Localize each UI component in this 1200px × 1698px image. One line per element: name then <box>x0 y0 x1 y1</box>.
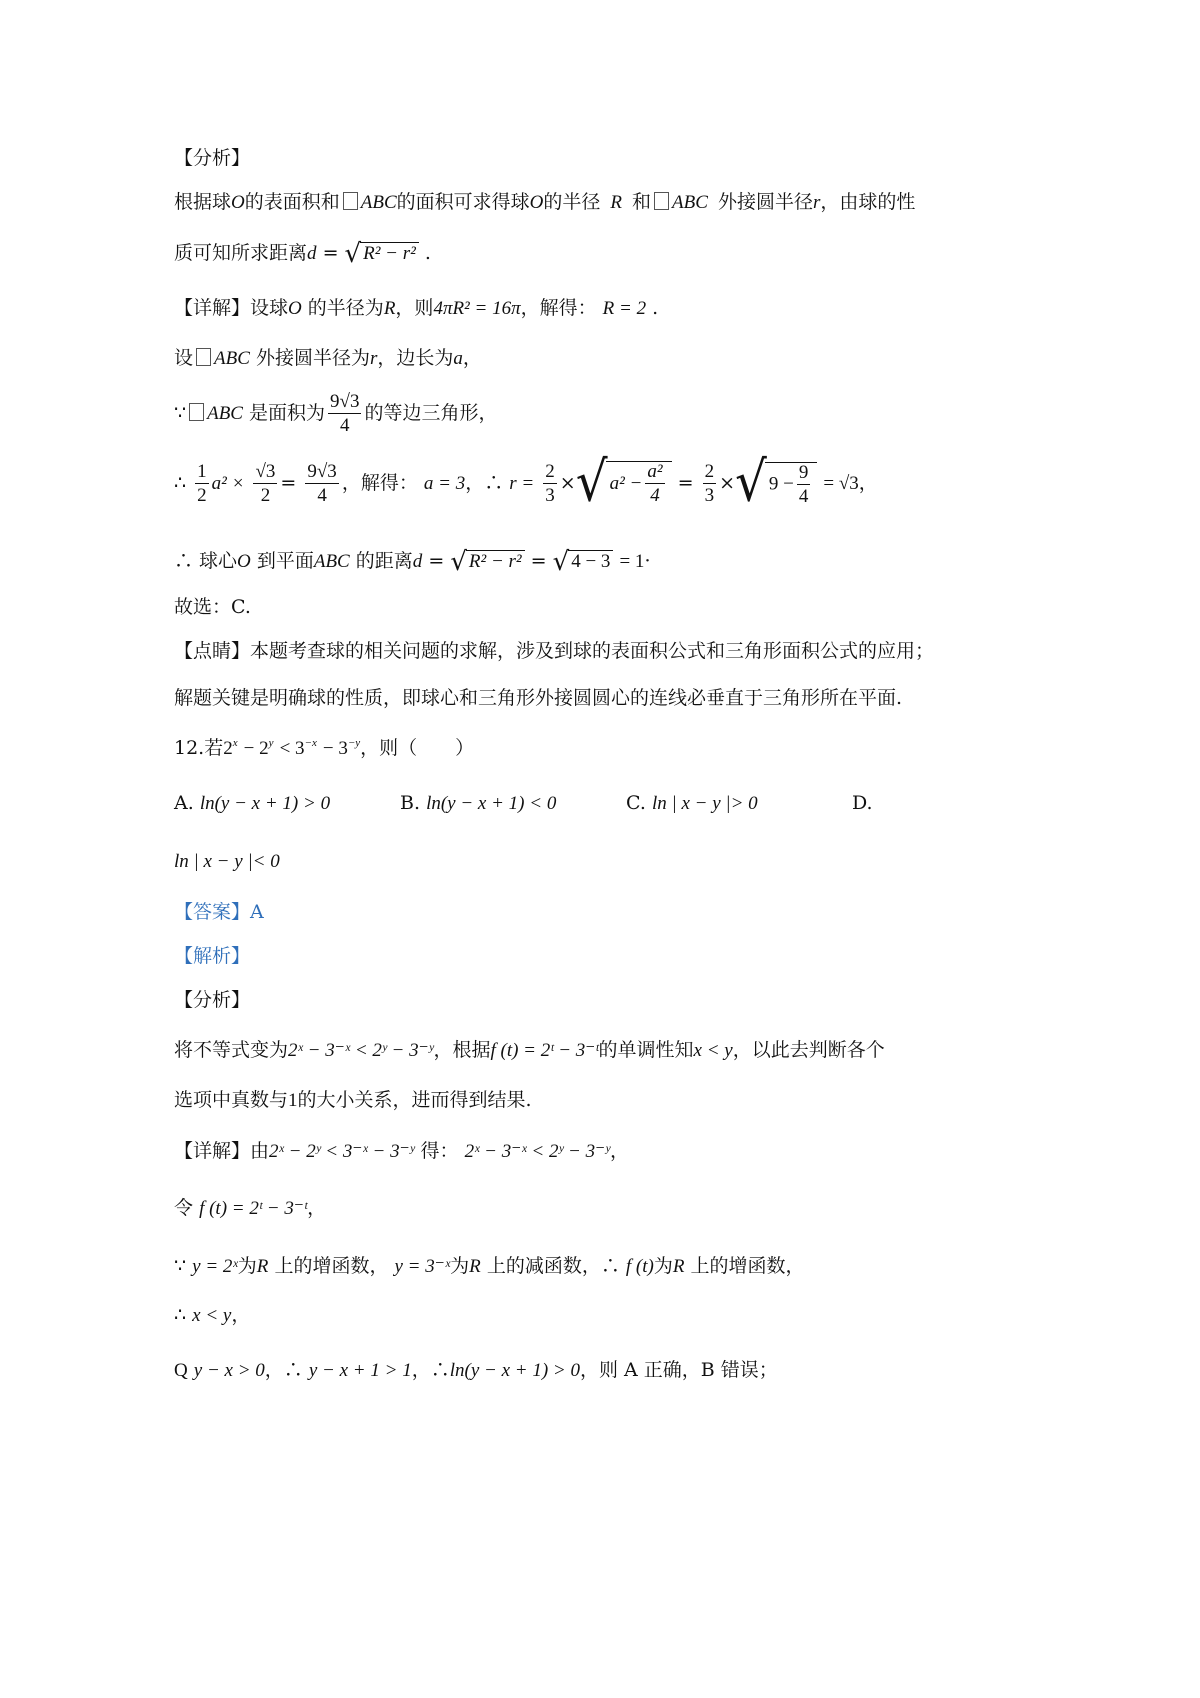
text: ，则 <box>395 297 434 319</box>
detail2-line-4 <box>174 1305 250 1327</box>
detail-line-3 <box>174 392 498 436</box>
text: 外接圆半径为 <box>255 347 370 369</box>
denominator: 3 <box>704 485 715 506</box>
numerator: 9√3 <box>307 461 337 483</box>
math: r <box>369 348 378 369</box>
math: 2ˣ − 2ʸ < 3⁻ˣ − 3⁻ʸ <box>269 1141 415 1162</box>
radical-sign: √ <box>450 547 467 577</box>
triangle-glyph-box <box>343 192 358 210</box>
option-d-label: D. <box>852 792 873 814</box>
detail2-line-3 <box>174 1256 805 1278</box>
math: R <box>610 192 623 213</box>
triangle-glyph-box <box>189 403 204 421</box>
detail-line-4 <box>174 450 878 514</box>
math: = √3 <box>823 473 859 494</box>
answer-label: 【答案】A <box>174 901 264 923</box>
detail2-line-5 <box>174 1360 778 1382</box>
math: 4πR² = 16π <box>433 298 521 319</box>
math: a = 3 <box>423 473 466 494</box>
math: y = 2ˣ <box>192 1256 238 1277</box>
denominator: 4 <box>317 485 327 506</box>
math: R² − r² <box>466 550 525 574</box>
detail2-line-2 <box>174 1198 326 1220</box>
math: = <box>280 472 297 494</box>
math: y − x + 1 > 1 <box>308 1360 412 1381</box>
denominator: 2 <box>197 485 207 506</box>
option-d-text <box>174 851 280 873</box>
math: = <box>530 550 547 572</box>
text: 和 <box>632 191 652 213</box>
text: 【详解】由 <box>174 1140 270 1162</box>
math: x < y <box>693 1040 733 1061</box>
option-text: ln(y − x + 1) > 0 <box>199 793 331 814</box>
text: ， <box>858 472 878 494</box>
text: ，解得： <box>341 472 418 494</box>
option-a <box>174 793 330 815</box>
math: ln(y − x + 1) > 0 <box>449 1360 580 1381</box>
radical-sign: √ <box>735 450 767 514</box>
math: f (t) = 2ᵗ − 3⁻ᵗ <box>199 1198 308 1219</box>
denominator: 4 <box>650 485 660 506</box>
math: r = <box>509 473 535 494</box>
math: d <box>307 243 317 264</box>
math: y − x > 0 <box>193 1360 265 1381</box>
radical-sign: √ <box>552 547 570 577</box>
numerator: 1 <box>197 461 207 483</box>
text: ，以此去判断各个 <box>732 1039 885 1061</box>
fraction <box>645 462 664 506</box>
text: ∵ <box>174 401 187 424</box>
analysis-text-line-1 <box>174 192 915 214</box>
fraction <box>703 462 717 506</box>
math: r <box>812 192 821 213</box>
radical-sign: √ <box>575 450 608 514</box>
text: ， <box>307 1197 327 1219</box>
math: O <box>231 192 245 213</box>
math: < 3 <box>279 738 305 759</box>
math: R <box>469 1256 481 1277</box>
math: × <box>559 472 576 494</box>
math: − 3 <box>322 738 348 759</box>
math: R = 2 <box>602 298 647 319</box>
analysis2-line-1 <box>174 1040 885 1062</box>
text: 得： <box>420 1140 459 1162</box>
text: 到平面 <box>256 550 314 572</box>
text: ，由球的性 <box>820 191 916 213</box>
text: 令 <box>174 1197 194 1219</box>
text: 12.若 <box>174 737 224 759</box>
math: Q <box>174 1360 188 1381</box>
math: R <box>672 1256 685 1277</box>
denominator: 2 <box>260 485 271 506</box>
math: f (t) = 2ᵗ − 3⁻ᵗ <box>490 1040 599 1061</box>
text: 为 <box>450 1255 470 1277</box>
text: ，则（ ） <box>360 737 475 759</box>
text: 为 <box>653 1255 673 1277</box>
option-c <box>626 793 758 815</box>
math: = <box>428 550 445 572</box>
math: R <box>383 298 396 319</box>
option-text: ln | x − y |> 0 <box>651 793 758 814</box>
math: R² − r² <box>360 242 419 266</box>
option-label: B. <box>400 792 421 814</box>
math: − 2 <box>243 738 269 759</box>
text: 的等边三角形， <box>364 401 498 424</box>
text: 的面积可求得球 <box>396 191 530 213</box>
text: ， <box>231 1304 251 1326</box>
text: ，∴ <box>264 1359 303 1381</box>
detail-line-5 <box>174 548 650 577</box>
math: f (t) <box>625 1256 654 1277</box>
math: a² × <box>211 473 245 494</box>
text: ∴ <box>174 1304 187 1326</box>
analysis-text-line-2 <box>174 240 431 269</box>
text: 的距离 <box>355 550 413 572</box>
text: 上的减函数，∴ <box>486 1255 620 1277</box>
denominator: 4 <box>798 485 809 507</box>
choose-line: 故选：C. <box>174 596 251 618</box>
math: O <box>237 551 251 572</box>
radicand <box>606 461 672 506</box>
text: 上的增函数， <box>274 1255 389 1277</box>
math: 2ˣ − 3⁻ˣ < 2ʸ − 3⁻ʸ <box>464 1141 610 1162</box>
triangle-glyph-box <box>196 348 211 366</box>
fraction <box>305 462 338 506</box>
fraction <box>543 462 557 506</box>
analysis-heading-1: 【分析】 <box>174 147 251 169</box>
math: 1 <box>288 1090 298 1111</box>
numerator: √3 <box>255 461 276 483</box>
text: 是面积为 <box>249 401 326 424</box>
text: 选项中真数与 <box>174 1089 289 1111</box>
math: d <box>412 551 423 572</box>
text: ，解得： <box>520 297 597 319</box>
option-label: C. <box>626 792 646 814</box>
detail-line-2 <box>174 348 482 370</box>
math: = <box>677 472 694 494</box>
fraction <box>195 462 209 506</box>
math: x < y <box>192 1305 232 1326</box>
text: 的单调性知 <box>598 1039 694 1061</box>
math: R <box>256 1256 269 1277</box>
numerator: 9√3 <box>330 391 360 412</box>
fraction <box>253 462 277 506</box>
text: · <box>644 550 651 572</box>
fraction <box>328 392 361 436</box>
denominator: 3 <box>545 485 555 506</box>
fraction <box>797 463 811 507</box>
math: 9 − <box>768 473 794 494</box>
text: 的半径为 <box>307 297 384 319</box>
text: 的半径 <box>543 191 601 213</box>
text: ，边长为 <box>377 347 454 369</box>
comment-line-1: 【点睛】本题考查球的相关问题的求解，涉及到球的表面积公式和三角形面积公式的应用； <box>174 640 935 662</box>
math: x <box>232 737 238 749</box>
text: ，∴ <box>465 472 504 494</box>
math: ABC <box>360 192 397 213</box>
numerator: 2 <box>704 461 715 483</box>
math: a² − <box>609 473 643 494</box>
options-row <box>174 793 934 823</box>
text: ∵ <box>174 1255 187 1277</box>
math: O <box>529 192 544 213</box>
text: 的表面积和 <box>244 191 340 213</box>
math: O <box>288 298 302 319</box>
radical-sign: √ <box>344 239 362 269</box>
comment-line-2: 解题关键是明确球的性质，即球心和三角形外接圆圆心的连线必垂直于三角形所在平面. <box>174 687 903 709</box>
analysis2-line-2 <box>174 1090 532 1112</box>
denominator: 4 <box>340 414 350 436</box>
text: ∴ <box>174 472 187 494</box>
text: 质可知所求距离 <box>174 242 308 264</box>
question-12 <box>174 738 474 760</box>
detail2-line-1 <box>174 1141 629 1163</box>
math: y = 3⁻ˣ <box>394 1256 451 1277</box>
text: ，则 A 正确，B 错误； <box>579 1359 778 1381</box>
numerator: 2 <box>545 461 555 483</box>
math: ABC <box>313 551 350 572</box>
math: × <box>719 472 735 494</box>
detail-line-1 <box>174 298 658 320</box>
text: ， <box>462 347 482 369</box>
math: ABC <box>672 192 708 213</box>
text: ，根据 <box>433 1039 491 1061</box>
math: = 1 <box>619 551 645 572</box>
text: ，∴ <box>411 1359 450 1381</box>
option-text: ln(y − x + 1) < 0 <box>426 793 557 814</box>
analysis-heading-2: 【分析】 <box>174 989 251 1011</box>
math: ABC <box>214 348 250 369</box>
math: −x <box>304 737 317 749</box>
numerator: 9 <box>798 461 809 483</box>
math: y <box>268 737 274 749</box>
math: = <box>322 242 339 264</box>
math: −y <box>347 737 361 749</box>
text: 的大小关系，进而得到结果. <box>297 1089 532 1111</box>
text: 【详解】设球 <box>174 297 289 319</box>
text: 为 <box>237 1255 257 1277</box>
option-label: A. <box>174 792 194 814</box>
math: 2 <box>223 738 233 759</box>
option-b <box>400 793 556 815</box>
text: 外接圆半径 <box>717 191 813 213</box>
text: 上的增函数， <box>690 1255 805 1277</box>
triangle-glyph-box <box>654 192 669 210</box>
option-text: ln | x − y |< 0 <box>174 851 280 872</box>
text: 设 <box>174 347 194 369</box>
text: . <box>652 297 659 319</box>
math: 2ˣ − 3⁻ˣ < 2ʸ − 3⁻ʸ <box>288 1040 434 1061</box>
math: 4 − 3 <box>568 550 613 574</box>
math: ABC <box>207 402 243 424</box>
text: 将不等式变为 <box>174 1039 289 1061</box>
text: ， <box>610 1140 630 1162</box>
text: . <box>424 242 431 264</box>
text: 根据球 <box>174 191 232 213</box>
text: ∴ 球心 <box>174 550 238 572</box>
numerator: a² <box>647 461 663 483</box>
solution-label: 【解析】 <box>174 945 251 967</box>
radicand <box>765 462 817 507</box>
math: a <box>453 348 463 369</box>
